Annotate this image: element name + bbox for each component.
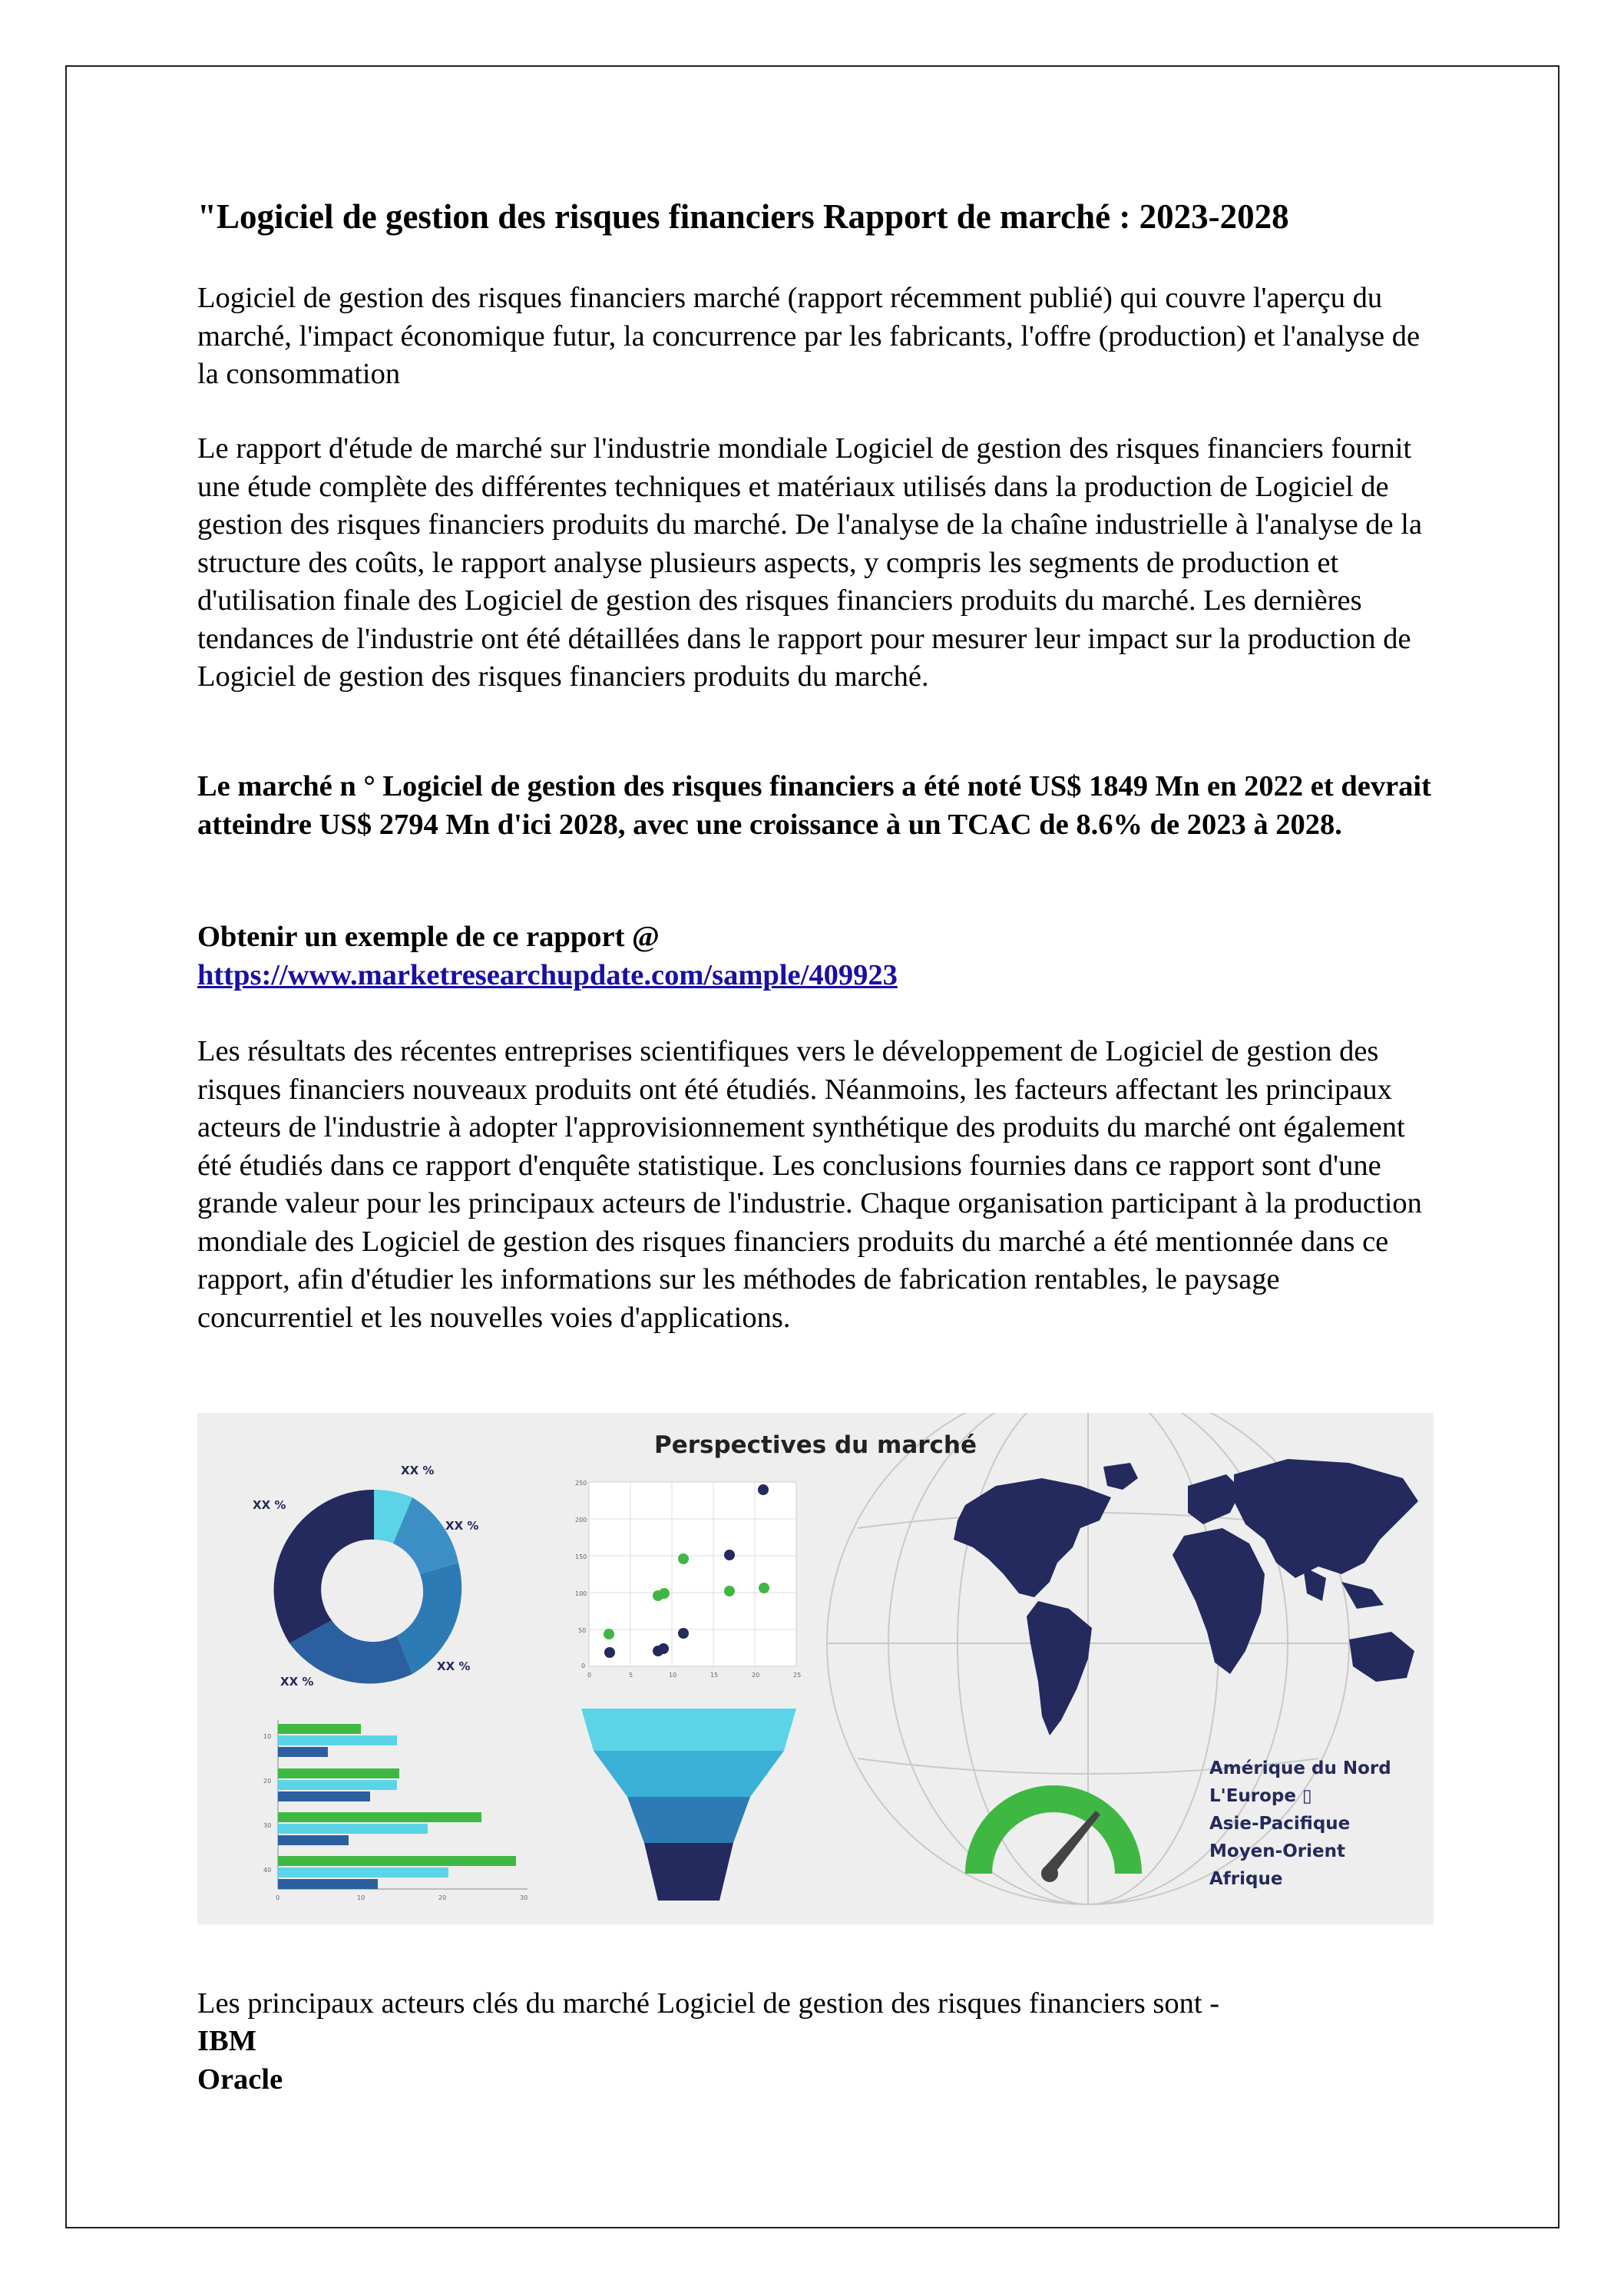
donut-label: XX % bbox=[253, 1498, 286, 1512]
bar bbox=[278, 1879, 378, 1889]
sample-link[interactable]: https://www.marketresearchupdate.com/sample/409923 bbox=[197, 958, 898, 991]
scatter-point bbox=[758, 1484, 769, 1495]
bar-y-tick: 20 bbox=[263, 1778, 272, 1785]
region-label: Asie-Pacifique bbox=[1209, 1814, 1351, 1834]
scatter-point bbox=[659, 1588, 670, 1599]
intro-paragraph: Logiciel de gestion des risques financiers marché (rapport récemment publié) qui couvre l'aperçu du marché, l'impact économique futur, la concurrence par les fabricants, l'offre (production) et l'analyse de la consommation bbox=[197, 282, 1421, 390]
region-label: Amérique du Nord bbox=[1209, 1758, 1391, 1778]
sample-request-block bbox=[197, 918, 1441, 994]
bar bbox=[278, 1812, 481, 1822]
bar bbox=[278, 1768, 399, 1778]
gauge-hub bbox=[1041, 1865, 1058, 1882]
scatter-x-tick: 0 bbox=[587, 1672, 592, 1679]
bar-y-tick: 30 bbox=[263, 1822, 272, 1829]
scatter-point bbox=[658, 1643, 669, 1654]
market-value-highlight: Le marché n ° Logiciel de gestion des risques financiers a été noté US$ 1849 Mn en 2022 et devrait atteindre US$ 2794 Mn d'ici 2028, avec une croissance à un TCAC de 8.6% de 2023 à 2028. bbox=[197, 770, 1431, 841]
region-label: Afrique bbox=[1209, 1869, 1283, 1889]
scatter-x-tick: 20 bbox=[752, 1672, 760, 1679]
bar bbox=[278, 1791, 370, 1801]
scatter-plot-area bbox=[589, 1482, 796, 1666]
scatter-y-tick: 150 bbox=[575, 1553, 587, 1560]
document-title: "Logiciel de gestion des risques financiers Rapport de marché : 2023-2028 bbox=[197, 197, 1289, 236]
donut-label: XX % bbox=[401, 1464, 435, 1477]
results-paragraph: Les résultats des récentes entreprises scientifiques vers le développement de Logiciel de gestion des risques financiers nouveaux produits ont été étudiés. Néanmoins, les facteurs affectant les principaux acteurs de l'industrie à adopter l'approvisionnement synthétique des produits du marché ont également été étudiés dans ce rapport d'enquête statistique. Les conclusions fournies dans ce rapport sont d'une grande valeur pour les principaux acteurs de l'industrie. Chaque organisation participant à la production mondiale des Logiciel de gestion des risques financiers produits du marché a été mentionnée dans ce rapport, afin d'étudier les informations sur les méthodes de fabrication rentables, le paysage concurrentiel et les nouvelles voies d'applications. bbox=[197, 1035, 1422, 1334]
key-players-intro: Les principaux acteurs clés du marché Logiciel de gestion des risques financiers sont - bbox=[197, 1987, 1220, 2020]
scatter-x-tick: 25 bbox=[793, 1672, 802, 1679]
scatter-point bbox=[724, 1550, 735, 1560]
bar bbox=[278, 1824, 428, 1834]
scatter-x-tick: 10 bbox=[669, 1672, 677, 1679]
bar-x-tick: 0 bbox=[276, 1894, 280, 1901]
key-player: IBM bbox=[197, 2025, 256, 2057]
region-label: L'Europe ▯ bbox=[1209, 1786, 1312, 1806]
scatter-point bbox=[724, 1586, 735, 1596]
funnel-stage bbox=[627, 1797, 750, 1843]
scatter-point bbox=[678, 1628, 689, 1639]
donut-label: XX % bbox=[437, 1659, 471, 1673]
bar bbox=[278, 1835, 349, 1845]
bar bbox=[278, 1735, 397, 1745]
bar bbox=[278, 1868, 448, 1877]
scatter-point bbox=[678, 1553, 689, 1564]
bar bbox=[278, 1856, 516, 1866]
bar bbox=[278, 1724, 361, 1734]
bar-y-tick: 10 bbox=[263, 1733, 272, 1740]
study-paragraph: Le rapport d'étude de marché sur l'industrie mondiale Logiciel de gestion des risques financiers fournit une étude complète des différentes techniques et matériaux utilisés dans la production de Logiciel de gestion des risques financiers produits du marché. De l'analyse de la chaîne industrielle à l'analyse de la structure des coûts, le rapport analyse plusieurs aspects, y compris les segments de production et d'utilisation finale des Logiciel de gestion des risques financiers produits du marché. Les dernières tendances de l'industrie ont été détaillées dans le rapport pour mesurer leur impact sur la production de Logiciel de gestion des risques financiers produits du marché. bbox=[197, 432, 1423, 693]
bar-y-tick: 40 bbox=[263, 1867, 272, 1874]
scatter-point bbox=[759, 1583, 769, 1593]
scatter-y-tick: 250 bbox=[575, 1480, 587, 1487]
infographic-title: Perspectives du marché bbox=[653, 1431, 977, 1459]
funnel-stage bbox=[581, 1709, 796, 1751]
scatter-y-tick: 50 bbox=[578, 1627, 587, 1634]
donut-label: XX % bbox=[445, 1519, 479, 1533]
bar bbox=[278, 1747, 328, 1757]
sample-request-label: Obtenir un exemple de ce rapport @ bbox=[197, 921, 660, 953]
bar-x-tick: 20 bbox=[438, 1894, 447, 1901]
scatter-y-tick: 200 bbox=[575, 1517, 587, 1523]
donut-label: XX % bbox=[280, 1675, 314, 1689]
key-player: Oracle bbox=[197, 2063, 283, 2096]
scatter-x-tick: 5 bbox=[629, 1672, 633, 1679]
bar bbox=[278, 1780, 397, 1790]
market-outlook-infographic bbox=[197, 1413, 1434, 1924]
scatter-x-tick: 15 bbox=[710, 1672, 719, 1679]
bar-x-tick: 10 bbox=[357, 1894, 365, 1901]
scatter-y-tick: 100 bbox=[575, 1590, 587, 1597]
region-label: Moyen-Orient bbox=[1209, 1841, 1345, 1861]
scatter-point bbox=[604, 1647, 615, 1658]
funnel-stage bbox=[644, 1843, 733, 1901]
bar-x-tick: 30 bbox=[520, 1894, 528, 1901]
scatter-plot bbox=[575, 1480, 801, 1679]
scatter-y-tick: 0 bbox=[581, 1662, 586, 1669]
scatter-point bbox=[604, 1629, 614, 1639]
